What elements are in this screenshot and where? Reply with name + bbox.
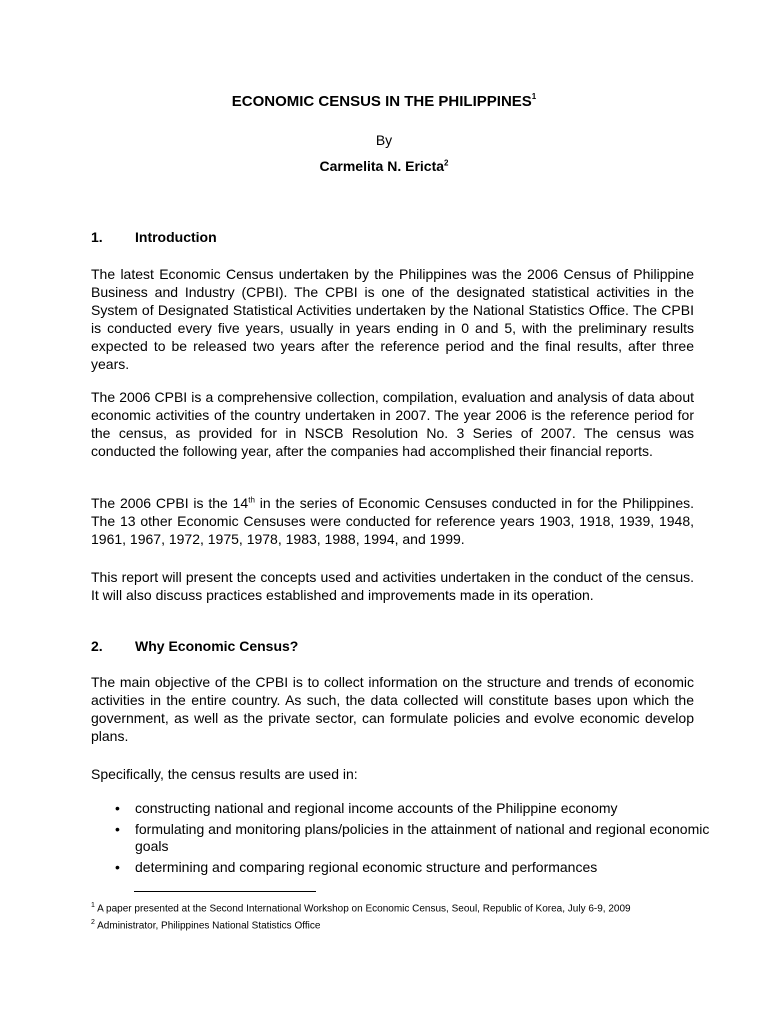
- section-number: 2.: [91, 638, 103, 654]
- paragraph-intro-3: The 2006 CPBI is the 14th in the series of Economic Censuses conducted in for the Philippines. The 13 other Economic Censuses were conducted for reference years 1903, 1918, 1939, 1948, 1961, 1967, 1972, 1975, 1978, 1983, 1988, 1994, and 1999.: [91, 495, 694, 547]
- footnote-1: $^1$ A paper presented at the Second International Workshop on Economic Census, Seoul, Republic of Korea, July 6-9, 2009: [91, 902, 631, 915]
- list-item: • determining and comparing regional economic structure and performances: [115, 859, 598, 875]
- paragraph-specifically: Specifically, the census results are used in:: [91, 766, 358, 782]
- section-title: Why Economic Census?: [135, 638, 299, 654]
- section-number: 1.: [91, 229, 103, 245]
- list-item: • formulating and monitoring plans/policies in the attainment of national and regional economic goals: [115, 821, 710, 854]
- section-heading-why-economic-census: [91, 638, 298, 654]
- author-name: Carmelita N. Ericta$^2$: [319, 158, 449, 174]
- section-heading-introduction: [91, 229, 217, 245]
- bullet-icon: •: [115, 859, 120, 875]
- author-footnote-mark: 2: [444, 158, 449, 168]
- usage-bullet-list: [91, 800, 711, 880]
- bullet-icon: •: [115, 800, 120, 816]
- footnote-2: $^2$ Administrator, Philippines National Statistics Office: [91, 919, 321, 932]
- paragraph-objective: The main objective of the CPBI is to collect information on the structure and trends of economic activities in the entire country. As such, the data collected will constitute bases upon which the government, as well as the private sector, can formulate policies and evolve economic develop plans.: [91, 674, 694, 744]
- section-title: Introduction: [135, 229, 217, 245]
- byline-label: By: [375, 132, 393, 148]
- paragraph-intro-2: The 2006 CPBI is a comprehensive collection, compilation, evaluation and analysis of data about economic activities of the country undertaken in 2007. The year 2006 is the reference period for the census, as provided for in NSCB Resolution No. 3 Series of 2007. The census was conducted the following year, after the companies had accomplished their financial reports.: [91, 389, 694, 459]
- document-title: ECONOMIC CENSUS IN THE PHILIPPINES$^1$: [231, 92, 537, 110]
- list-item: • constructing national and regional income accounts of the Philippine economy: [115, 800, 618, 816]
- paragraph-intro-4: This report will present the concepts used and activities undertaken in the conduct of the census. It will also discuss practices established and improvements made in its operation.: [91, 569, 694, 603]
- title-footnote-mark: 1: [531, 92, 537, 101]
- footnote-divider: [134, 891, 316, 892]
- bullet-icon: •: [115, 821, 120, 837]
- paragraph-intro-1: The latest Economic Census undertaken by the Philippines was the 2006 Census of Philippine Business and Industry (CPBI). The CPBI is one of the designated statistical activities in the System of Designated Statistical Activities undertaken by the National Statistics Office. The CPBI is conducted every five years, usually in years ending in 0 and 5, with the preliminary results expected to be released two years after the reference period and the final results, after three years.: [91, 266, 694, 372]
